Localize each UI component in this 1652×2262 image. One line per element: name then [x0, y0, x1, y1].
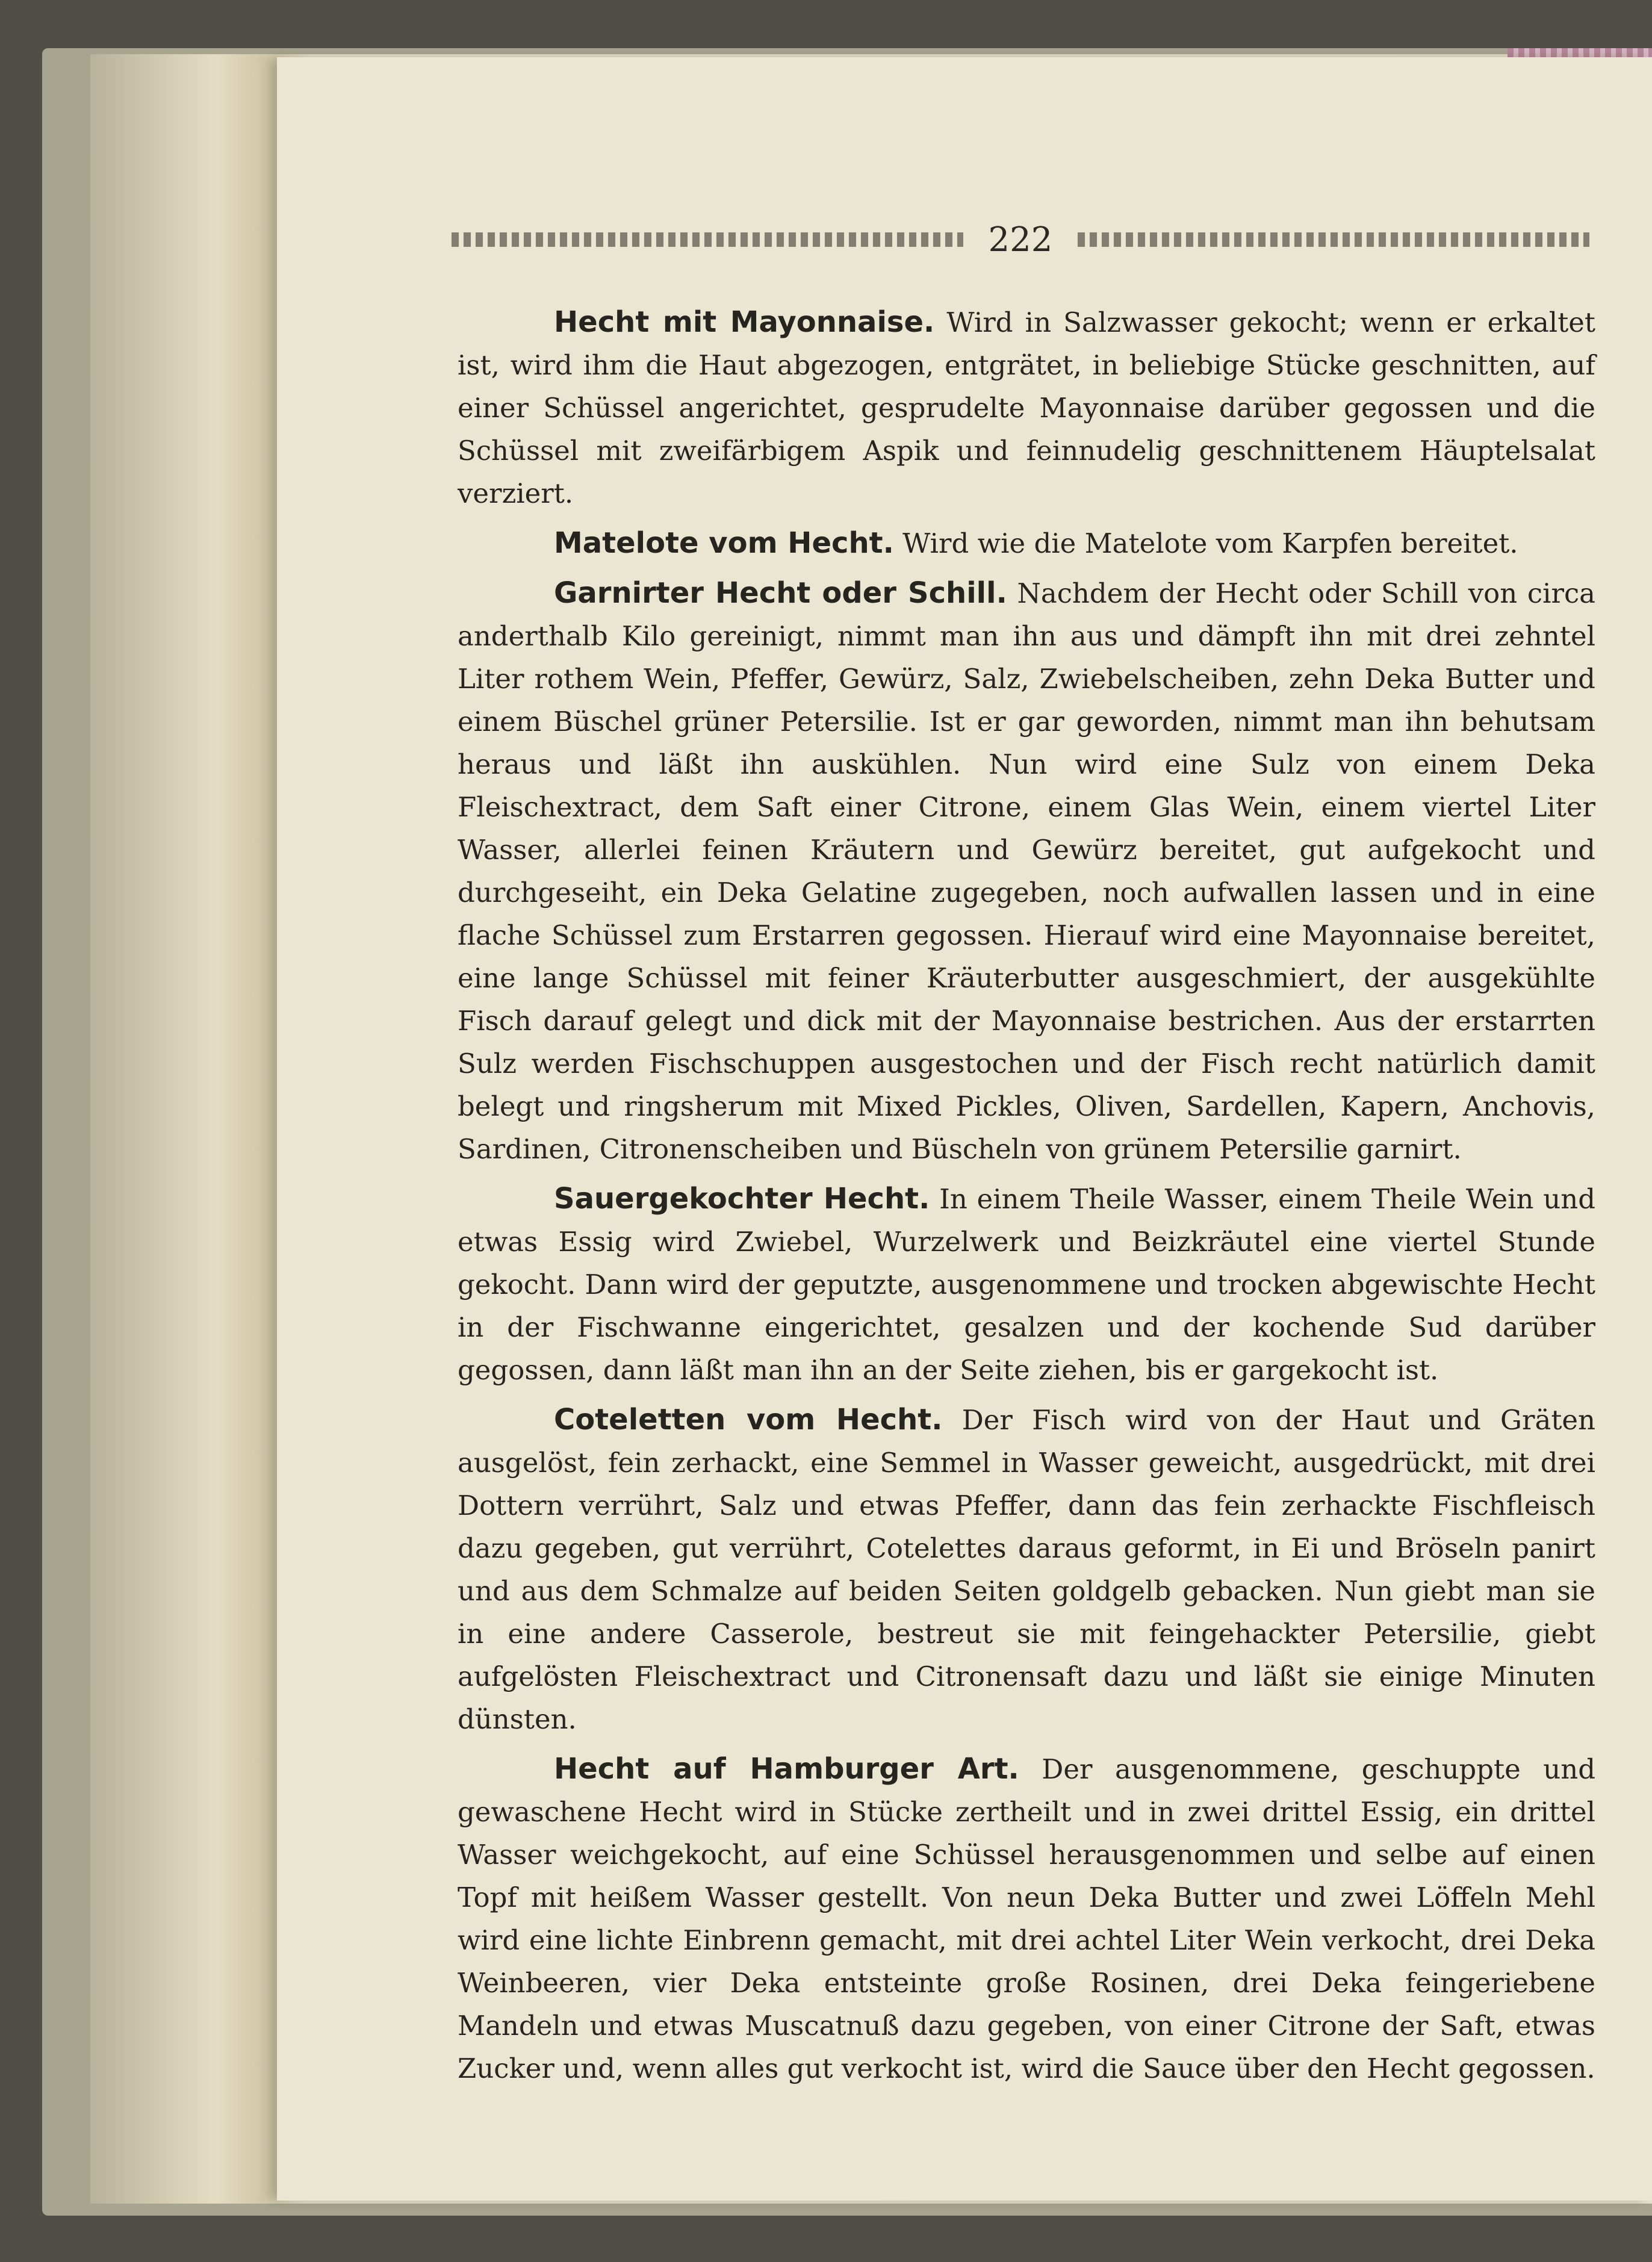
recipe-title: Matelote vom Hecht.	[554, 526, 894, 560]
recipe-paragraph	[458, 572, 1595, 1170]
recipe-body: Der ausgenommene, geschuppte und gewaschene Hecht wird in Stücke zertheilt und in zwei drittel Essig, ein drittel Wasser weichgekocht, auf eine Schüssel herausgenommen und selbe auf einen Topf mit heißem Wasser gestellt. Von neun Deka Butter und zwei Löffeln Mehl wird eine lichte Einbrenn gemacht, mit drei achtel Liter Wein verkocht, drei Deka Weinbeeren, vier Deka entsteinte große Rosinen, drei Deka feingeriebene Mandeln und etwas Muscatnuß dazu gegeben, von einer Citrone der Saft, etwas Zucker und, wenn alles gut verkocht ist, wird die Sauce über den Hecht gegossen.	[458, 1753, 1595, 2084]
recipe-body: In einem Theile Wasser, einem Theile Wein und etwas Essig wird Zwiebel, Wurzelwerk und Beizkräutel eine viertel Stunde gekocht. Dann wird der geputzte, ausgenommene und trocken abgewischte Hecht in der Fischwanne eingerichtet, gesalzen und der kochende Sud darüber gegossen, dann läßt man ihn an der Seite ziehen, bis er gargekocht ist.	[458, 1183, 1596, 1386]
header-ornament-right	[1078, 232, 1589, 247]
recipe-paragraph	[458, 522, 1595, 565]
header-ornament-left	[452, 232, 963, 247]
recipe-paragraph	[458, 301, 1595, 515]
recipe-title: Hecht mit Mayonnaise.	[554, 305, 935, 339]
recipe-title: Coteletten vom Hecht.	[554, 1403, 943, 1437]
recipe-body: Der Fisch wird von der Haut und Gräten ausgelöst, fein zerhackt, eine Semmel in Wasser geweicht, ausgedrückt, mit drei Dottern verrührt, Salz und etwas Pfeffer, dann das fein zerhackte Fischfleisch dazu gegeben, gut verrührt, Cotelettes daraus geformt, in Ei und Bröseln panirt und aus dem Schmalze auf beiden Seiten goldgelb gebacken. Nun giebt man sie in eine andere Casserole, bestreut sie mit feingehackter Petersilie, giebt aufgelösten Fleischextract und Citronensaft dazu und läßt sie einige Minuten dünsten.	[458, 1404, 1596, 1735]
recipe-paragraph	[458, 1748, 1595, 2090]
page-text	[458, 301, 1595, 2097]
page-number: 222	[988, 220, 1053, 259]
recipe-title: Sauergekochter Hecht.	[554, 1182, 930, 1216]
recipe-body: Nachdem der Hecht oder Schill von circa anderthalb Kilo gereinigt, nimmt man ihn aus und dämpft ihn mit drei zehntel Liter rothem Wein, Pfeffer, Gewürz, Salz, Zwiebelscheiben, zehn Deka Butter und einem Büschel grüner Petersilie. Ist er gar geworden, nimmt man ihn behutsam heraus und läßt ihn auskühlen. Nun wird eine Sulz von einem Deka Fleischextract, dem Saft einer Citrone, einem Glas Wein, einem viertel Liter Wasser, allerlei feinen Kräutern und Gewürz bereitet, gut aufgekocht und durchgeseiht, ein Deka Gelatine zugegeben, noch aufwallen lassen und in eine flache Schüssel zum Erstarren gegossen. Hierauf wird eine Mayonnaise bereitet, eine lange Schüssel mit feiner Kräuterbutter ausgeschmiert, der ausgekühlte Fisch darauf gelegt und dick mit der Mayonnaise bestrichen. Aus der erstarrten Sulz werden Fischschuppen ausgestochen und der Fisch recht natürlich damit belegt und ringsherum mit Mixed Pickles, Oliven, Sardellen, Kapern, Anchovis, Sardinen, Citronenscheiben und Büscheln von grünem Petersilie garnirt.	[458, 577, 1596, 1165]
recipe-body: Wird wie die Matelote vom Karpfen bereitet.	[902, 527, 1518, 559]
page-header	[452, 222, 1589, 258]
recipe-paragraph	[458, 1399, 1595, 1741]
recipe-title: Hecht auf Hamburger Art.	[554, 1752, 1019, 1786]
recipe-body: Wird in Salzwasser gekocht; wenn er erkaltet ist, wird ihm die Haut abgezogen, entgrätet, in beliebige Stücke geschnitten, auf einer Schüssel angerichtet, gesprudelte Mayonnaise darüber gegossen und die Schüssel mit zweifärbigem Aspik und feinnudelig geschnittenem Häuptelsalat verziert.	[458, 306, 1595, 509]
recipe-title: Garnirter Hecht oder Schill.	[554, 576, 1007, 610]
recipe-paragraph	[458, 1178, 1595, 1391]
